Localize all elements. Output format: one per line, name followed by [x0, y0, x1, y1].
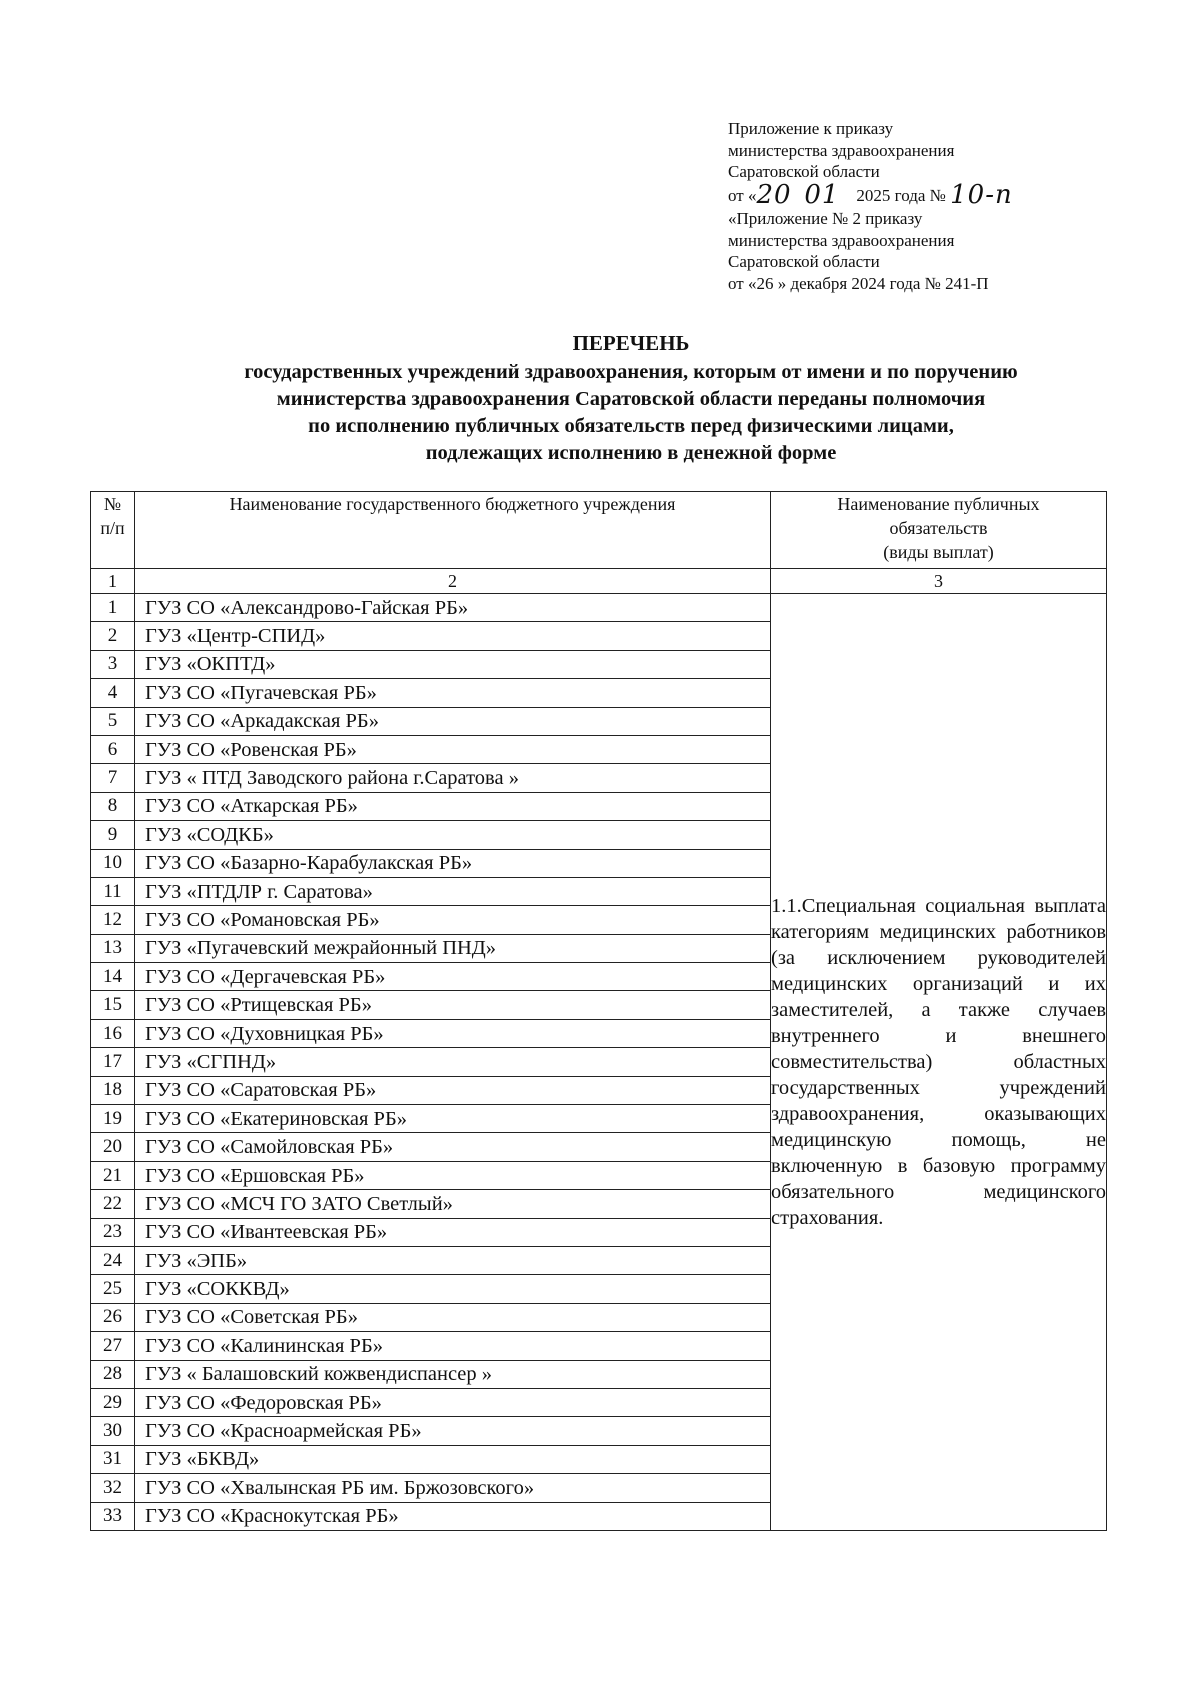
institution-name: ГУЗ СО «Ивантеевская РБ» — [135, 1218, 771, 1246]
row-number: 15 — [91, 991, 135, 1019]
institution-name: ГУЗ СО «Красноармейская РБ» — [135, 1417, 771, 1445]
header-payment-line-1: Наименование публичных — [837, 494, 1040, 514]
row-number: 32 — [91, 1474, 135, 1502]
institution-name: ГУЗ « ПТД Заводского района г.Саратова » — [135, 764, 771, 792]
order-day-handwritten: 20 — [756, 179, 792, 210]
row-number: 28 — [91, 1360, 135, 1388]
row-number: 27 — [91, 1332, 135, 1360]
attachment-line-2: министерства здравоохранения — [728, 140, 955, 160]
table-row — [91, 594, 1107, 622]
column-index-row — [91, 569, 1107, 594]
institutions-table-body — [91, 594, 1107, 1531]
row-number: 31 — [91, 1445, 135, 1473]
institution-name: ГУЗ «БКВД» — [135, 1445, 771, 1473]
row-number: 7 — [91, 764, 135, 792]
document-title-block — [80, 330, 1182, 467]
header-institution-name: Наименование государственного бюджетного учреждения — [135, 492, 771, 569]
row-number: 17 — [91, 1048, 135, 1076]
row-number: 6 — [91, 735, 135, 763]
institution-name: ГУЗ СО «Пугачевская РБ» — [135, 679, 771, 707]
institution-name: ГУЗ СО «Ершовская РБ» — [135, 1161, 771, 1189]
row-number: 4 — [91, 679, 135, 707]
order-number-handwritten: 10-п — [950, 179, 1013, 210]
row-number: 8 — [91, 792, 135, 820]
institution-name: ГУЗ СО «Федоровская РБ» — [135, 1388, 771, 1416]
institution-name: ГУЗ СО «Дергачевская РБ» — [135, 963, 771, 991]
column-index: 3 — [771, 569, 1107, 594]
row-number: 1 — [91, 594, 135, 622]
header-number — [91, 492, 135, 569]
title-line-3: по исполнению публичных обязательств перед физическими лицами, — [308, 415, 954, 437]
institutions-table — [90, 491, 1107, 1531]
row-number: 21 — [91, 1161, 135, 1189]
document-title: ПЕРЕЧЕНЬ — [572, 331, 690, 355]
institution-name: ГУЗ СО «Аркадакская РБ» — [135, 707, 771, 735]
header-payment-line-3: (виды выплат) — [883, 542, 994, 562]
institution-name: ГУЗ «ОКПТД» — [135, 650, 771, 678]
previous-order-line-2: министерства здравоохранения — [728, 230, 955, 250]
institution-name: ГУЗ «СОККВД» — [135, 1275, 771, 1303]
previous-order-line-3: Саратовской области — [728, 252, 880, 271]
row-number: 3 — [91, 650, 135, 678]
row-number: 23 — [91, 1218, 135, 1246]
row-number: 19 — [91, 1105, 135, 1133]
institution-name: ГУЗ СО «Калининская РБ» — [135, 1332, 771, 1360]
row-number: 14 — [91, 963, 135, 991]
institution-name: ГУЗ СО «МСЧ ГО ЗАТО Светлый» — [135, 1190, 771, 1218]
payment-type-description: 1.1.Специальная социальная выплата категориям медицинских работников (за исключением руководителей медицинских организаций и их заместителей, а также случаев внутреннего и внешнего совместительства) областных государственных учреждений здравоохранения, оказывающих медицинскую помощь, не включенную в базовую программу обязательного медицинского страхования. — [771, 594, 1107, 1531]
institution-name: ГУЗ « Балашовский кожвендиспансер » — [135, 1360, 771, 1388]
header-payment-line-2: обязательств — [889, 518, 988, 538]
header-payment-type — [771, 492, 1107, 569]
institution-name: ГУЗ «Пугачевский межрайонный ПНД» — [135, 934, 771, 962]
row-number: 33 — [91, 1502, 135, 1530]
institution-name: ГУЗ СО «Хвалынская РБ им. Бржозовского» — [135, 1474, 771, 1502]
row-number: 18 — [91, 1076, 135, 1104]
institution-name: ГУЗ СО «Александрово-Гайская РБ» — [135, 594, 771, 622]
institution-name: ГУЗ СО «Екатериновская РБ» — [135, 1105, 771, 1133]
row-number: 16 — [91, 1019, 135, 1047]
institution-name: ГУЗ «ПТДЛР г. Саратова» — [135, 877, 771, 905]
row-number: 5 — [91, 707, 135, 735]
institution-name: ГУЗ СО «Аткарская РБ» — [135, 792, 771, 820]
row-number: 24 — [91, 1246, 135, 1274]
order-year-text: 2025 года № — [856, 185, 946, 205]
row-number: 26 — [91, 1303, 135, 1331]
institution-name: ГУЗ СО «Краснокутская РБ» — [135, 1502, 771, 1530]
column-index: 1 — [91, 569, 135, 594]
row-number: 22 — [91, 1190, 135, 1218]
row-number: 2 — [91, 622, 135, 650]
institution-name: ГУЗ СО «Духовницкая РБ» — [135, 1019, 771, 1047]
previous-order-line-4: от «26 » декабря 2024 года № 241-П — [728, 273, 989, 293]
institution-name: ГУЗ «ЭПБ» — [135, 1246, 771, 1274]
title-line-1: государственных учреждений здравоохранения, которым от имени и по поручению — [244, 361, 1018, 383]
order-date-line — [728, 179, 1168, 210]
row-number: 20 — [91, 1133, 135, 1161]
header-number-line-1: № — [103, 494, 122, 514]
row-number: 10 — [91, 849, 135, 877]
attachment-line-1: Приложение к приказу — [728, 119, 894, 138]
order-month-handwritten: 01 — [804, 179, 840, 210]
row-number: 29 — [91, 1388, 135, 1416]
row-number: 13 — [91, 934, 135, 962]
institution-name: ГУЗ СО «Саратовская РБ» — [135, 1076, 771, 1104]
institution-name: ГУЗ СО «Ровенская РБ» — [135, 735, 771, 763]
title-line-2: министерства здравоохранения Саратовской области переданы полномочия — [276, 388, 986, 410]
title-line-4: подлежащих исполнению в денежной форме — [425, 442, 837, 464]
row-number: 12 — [91, 906, 135, 934]
institution-name: ГУЗ СО «Базарно-Карабулакская РБ» — [135, 849, 771, 877]
institution-name: ГУЗ «Центр-СПИД» — [135, 622, 771, 650]
row-number: 25 — [91, 1275, 135, 1303]
institution-name: ГУЗ СО «Ртищевская РБ» — [135, 991, 771, 1019]
header-number-line-2: п/п — [100, 518, 125, 538]
institution-name: ГУЗ СО «Самойловская РБ» — [135, 1133, 771, 1161]
previous-order-line-1: «Приложение № 2 приказу — [728, 209, 923, 228]
order-prefix: от « — [728, 185, 757, 205]
attachment-line-3: Саратовской области — [728, 162, 880, 181]
row-number: 30 — [91, 1417, 135, 1445]
institution-name: ГУЗ СО «Советская РБ» — [135, 1303, 771, 1331]
institution-name: ГУЗ СО «Романовская РБ» — [135, 906, 771, 934]
column-index: 2 — [135, 569, 771, 594]
row-number: 11 — [91, 877, 135, 905]
attachment-header — [728, 118, 1168, 294]
table-header-row — [91, 492, 1107, 569]
institution-name: ГУЗ «СОДКБ» — [135, 821, 771, 849]
institution-name: ГУЗ «СГПНД» — [135, 1048, 771, 1076]
row-number: 9 — [91, 821, 135, 849]
